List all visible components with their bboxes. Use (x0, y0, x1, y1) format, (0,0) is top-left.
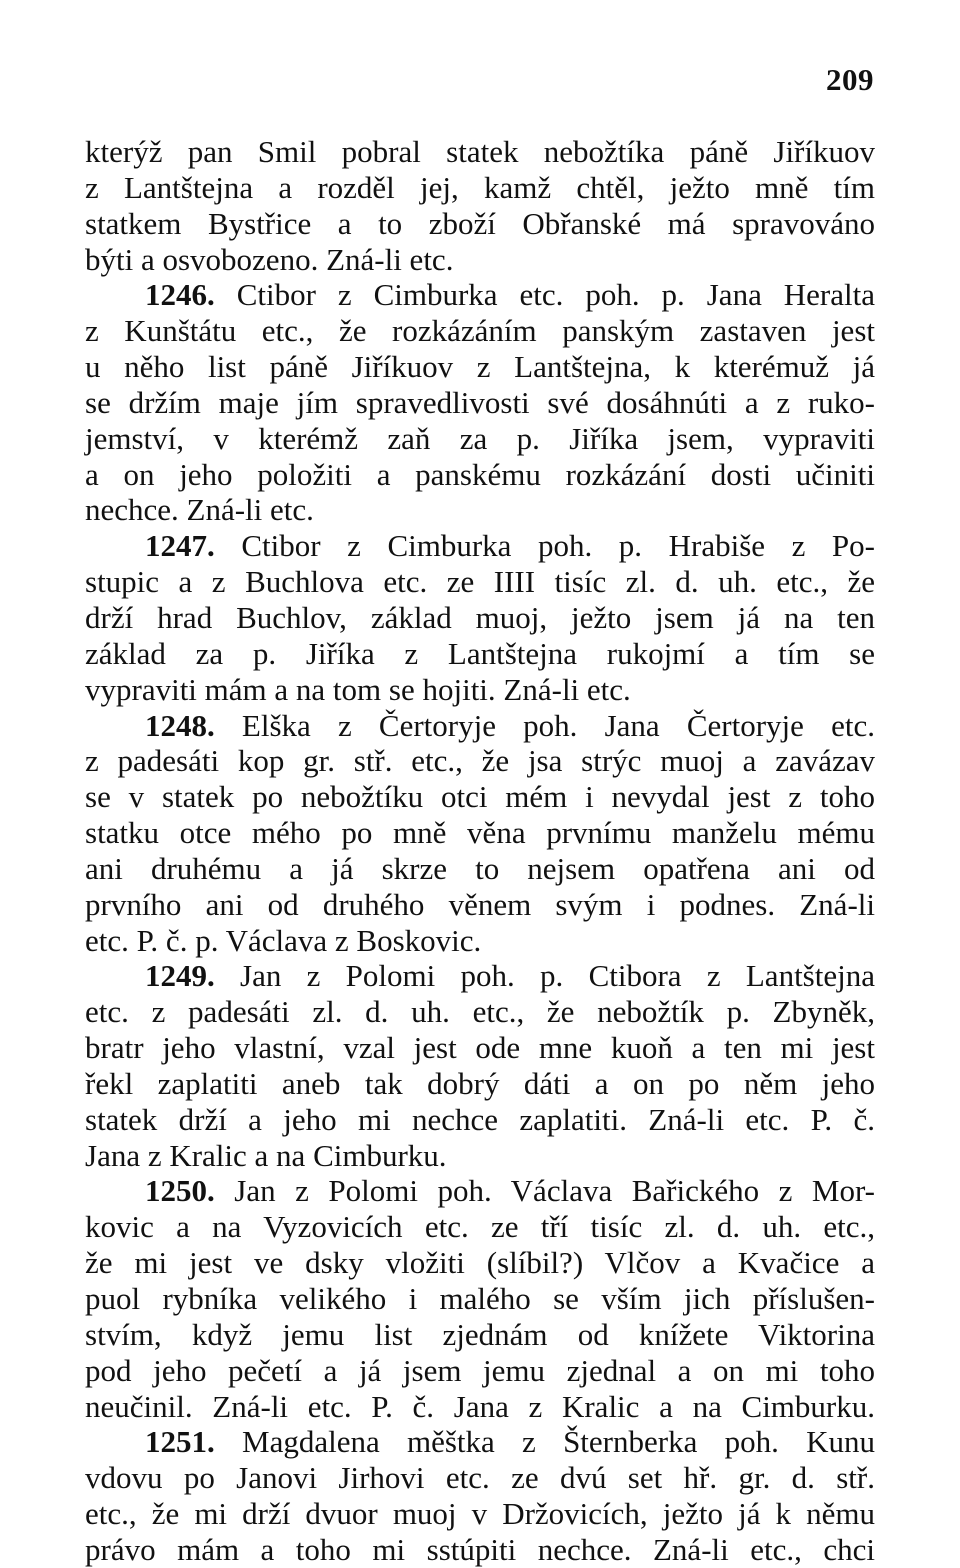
line-text: neučinil. Zná-li etc. P. č. Jana z Kralic a na Cimburku. (85, 1388, 875, 1424)
line-text: Jana z Kralic a na Cimburku. (85, 1137, 447, 1173)
text-line (85, 672, 875, 708)
line-text: býti a osvobozeno. Zná-li etc. (85, 241, 454, 277)
text-line (85, 1209, 875, 1245)
document-body (85, 134, 875, 1568)
text-line (85, 492, 875, 528)
text-line (85, 206, 875, 242)
text-line (85, 1102, 875, 1138)
line-text: prvního ani od druhého věnem svým i podnes. Zná-li (85, 886, 875, 922)
line-text: kovic a na Vyzovicích etc. ze tří tisíc zl. d. uh. etc., (85, 1209, 875, 1245)
text-line (85, 457, 875, 493)
line-text: bratr jeho vlastní, vzal jest ode mne kuoň a ten mi jest (85, 1030, 875, 1066)
text-line (85, 743, 875, 779)
line-text: z padesáti kop gr. stř. etc., že jsa strýc muoj a zavázav (85, 743, 875, 779)
line-text: Magdalena měštka z Šternberka poh. Kunu (214, 1424, 875, 1460)
line-text: Ctibor z Cimburka poh. p. Hrabiše z Po- (214, 528, 875, 564)
line-text: z Kunštátu etc., že rozkázáním panským zastaven jest (85, 313, 875, 349)
line-text: základ za p. Jiříka z Lantštejna rukojmí a tím se (85, 635, 875, 671)
entry-number: 1247. (145, 528, 215, 564)
entry-first-line (85, 708, 875, 744)
line-text: Jan z Polomi poh. Václava Bařického z Mor- (214, 1173, 875, 1209)
line-text: pod jeho pečetí a já jsem jemu zjednal a on mi toho (85, 1352, 875, 1388)
entry-number: 1251. (145, 1424, 215, 1460)
line-text: se držím maje jím spravedlivosti své dosáhnúti a z ruko- (85, 384, 875, 420)
entry-number: 1250. (145, 1173, 215, 1209)
line-text: puol rybníka velikého i malého se vším jich příslušen- (85, 1281, 875, 1316)
line-text: řekl zaplatiti aneb tak dobrý dáti a on po něm jeho (85, 1065, 875, 1101)
line-text: u něho list páně Jiříkuov z Lantštejna, k kterémuž já (85, 349, 875, 385)
text-line (85, 385, 875, 421)
entry-first-line (85, 528, 875, 564)
text-line (85, 815, 875, 851)
text-line (85, 1496, 875, 1532)
text-line (85, 923, 875, 959)
text-line (85, 421, 875, 457)
text-line (85, 994, 875, 1030)
text-line (85, 349, 875, 385)
line-text: a on jeho položiti a panskému rozkázání dosti učiniti (85, 456, 875, 492)
line-text: etc. z padesáti zl. d. uh. etc., že nebožtík p. Zbyněk, (85, 994, 875, 1030)
text-line (85, 1281, 875, 1317)
entry-first-line (85, 277, 875, 313)
text-line (85, 1532, 875, 1568)
line-text: Ctibor z Cimburka etc. poh. p. Jana Heralta (214, 277, 875, 313)
line-text: se v statek po nebožtíku otci mém i nevydal jest z toho (85, 779, 875, 815)
line-text: vypraviti mám a na tom se hojiti. Zná-li etc. (85, 671, 631, 707)
line-text: právo mám a toho mi sstúpiti nechce. Zná-li etc., chci (85, 1531, 875, 1567)
line-text: ani druhému a já skrze to nejsem opatřena ani od (85, 850, 875, 886)
text-line (85, 1353, 875, 1389)
line-text: kterýž pan Smil pobral statek nebožtíka páně Jiříkuov (85, 134, 875, 169)
line-text: z Lantštejna a rozděl jej, kamž chtěl, ježto mně tím (85, 169, 875, 205)
text-line (85, 1460, 875, 1496)
line-text: stvím, když jemu list zjednám od knížete Viktorina (85, 1316, 875, 1352)
text-line (85, 887, 875, 923)
line-text: drží hrad Buchlov, základ muoj, ježto jsem já na ten (85, 599, 875, 635)
text-line (85, 1245, 875, 1281)
text-line (85, 1389, 875, 1425)
text-line (85, 1066, 875, 1102)
entry-first-line (85, 958, 875, 994)
line-text: etc., že mi drží dvuor muoj v Držovicích, ježto já k němu (85, 1496, 875, 1532)
line-text: že mi jest ve dsky vložiti (slíbil?) Vlčov a Kvačice a (85, 1245, 875, 1281)
line-text: nechce. Zná-li etc. (85, 492, 314, 528)
entry-first-line (85, 1173, 875, 1209)
text-line (85, 600, 875, 636)
text-line (85, 170, 875, 206)
entry-number: 1246. (145, 277, 215, 313)
line-text: jemství, v kterémž zaň za p. Jiříka jsem, vypraviti (85, 420, 875, 456)
line-text: vdovu po Janovi Jirhovi etc. ze dvú set hř. gr. d. stř. (85, 1460, 875, 1496)
page-number: 209 (826, 62, 874, 97)
text-line (85, 1030, 875, 1066)
text-line (85, 1138, 875, 1174)
entry-number: 1248. (145, 707, 215, 743)
entry-number: 1249. (145, 958, 215, 994)
line-text: statku otce mého po mně věna prvnímu manželu mému (85, 815, 875, 851)
text-line (85, 851, 875, 887)
line-text: etc. P. č. p. Václava z Boskovic. (85, 922, 482, 958)
text-line (85, 636, 875, 672)
text-line (85, 242, 875, 278)
line-text: statek drží a jeho mi nechce zaplatiti. Zná-li etc. P. č. (85, 1101, 875, 1137)
text-line (85, 564, 875, 600)
text-line (85, 134, 875, 170)
line-text: statkem Bystřice a to zboží Obřanské má spravováno (85, 205, 875, 241)
line-text: Jan z Polomi poh. p. Ctibora z Lantštejna (214, 958, 875, 994)
text-line (85, 779, 875, 815)
text-line (85, 313, 875, 349)
line-text: stupic a z Buchlova etc. ze IIII tisíc zl. d. uh. etc., že (85, 564, 875, 600)
text-line (85, 1317, 875, 1353)
entry-first-line (85, 1424, 875, 1460)
line-text: Elška z Čertoryje poh. Jana Čertoryje etc. (214, 707, 875, 743)
